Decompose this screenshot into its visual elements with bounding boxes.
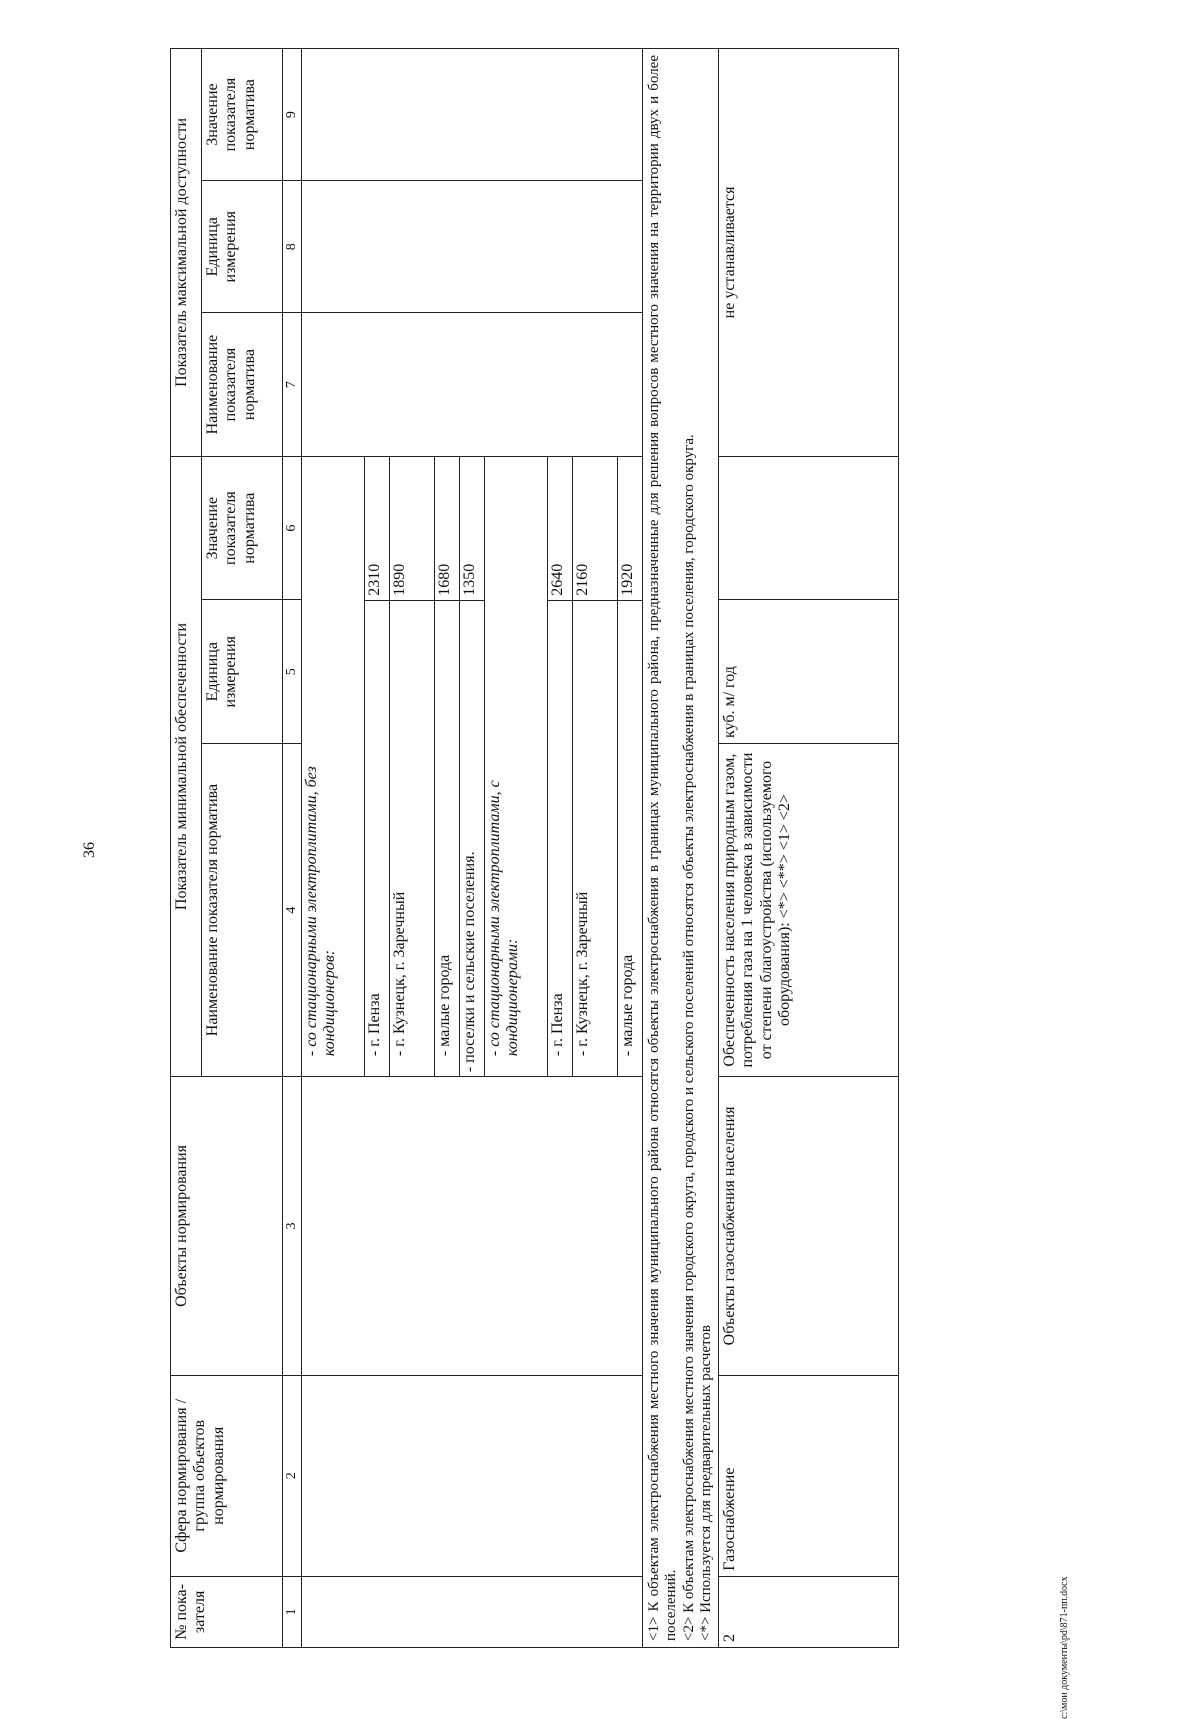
- gas-sphere: Газоснабжение: [719, 1375, 899, 1576]
- notes-row: [643, 49, 719, 1648]
- group1-item-value: 1890: [390, 457, 435, 600]
- electric-indicators-cell: [302, 456, 643, 1076]
- header-max-group: Показатель максимальной доступности: [171, 49, 202, 457]
- electric-supply-row: [302, 49, 643, 1648]
- header-max-value: Значение показателя норматива: [202, 49, 283, 181]
- group2-title: - со стационарными электроплитами, с кондиционерами:: [485, 744, 548, 1077]
- note-2: <2> К объектам электроснабжения местного значения городского округа, городского и сельского поселений относятся объекты электроснабжения в границах поселения, городского округа.: [680, 434, 697, 1641]
- header-min-group: Показатель минимальной обеспеченности: [171, 456, 202, 1076]
- column-number: 6: [283, 456, 302, 600]
- page-number: 36: [81, 842, 98, 858]
- column-number: 5: [283, 600, 302, 744]
- header-max-name: Наименование показателя норматива: [202, 313, 283, 457]
- header-objects: Объекты нормирования: [171, 1077, 283, 1376]
- group2-item-name: - г. Кузнецк, г. Заречный: [573, 744, 618, 1077]
- header-min-value: Значение показателя норматива: [202, 456, 283, 600]
- gas-unit: куб. м/ год: [719, 600, 899, 744]
- header-min-name: Наименование показателя норматива: [202, 744, 283, 1077]
- group1-item-value: 2310: [365, 457, 390, 600]
- column-number: 8: [283, 181, 302, 313]
- column-number: 2: [283, 1375, 302, 1576]
- electric-subtable: [302, 457, 642, 1076]
- column-number: 1: [283, 1576, 302, 1647]
- group1-item-name: - малые города: [435, 744, 460, 1077]
- header-sphere: Сфера нормирования / группа объектов нормирования: [171, 1375, 283, 1576]
- rotated-table-area: [170, 48, 1030, 1648]
- footer-file-path: c:\мои документы\pd\871-пп.docx: [1059, 1576, 1070, 1719]
- header-max-unit: Единица измерения: [202, 181, 283, 313]
- note-3: <*> Используется для предварительных расчетов: [697, 1325, 714, 1641]
- group1-item-value: 1680: [435, 457, 460, 600]
- group2-item-name: - г. Пенза: [548, 744, 573, 1077]
- group1-item-name: - поселки и сельские поселения.: [460, 744, 485, 1077]
- gas-indicator: Обеспеченность населения природным газом, потребления газа на 1 человека в зависимости от степени благоустройства (используемого оборудования): <*> <**> <1> <2>: [719, 744, 899, 1077]
- gas-index: 2: [719, 1576, 899, 1647]
- norms-table: [170, 48, 899, 1648]
- group2-item-value: 1920: [618, 457, 643, 600]
- notes-cell: [643, 49, 719, 1648]
- gas-max-value: не устанавливается: [719, 49, 899, 457]
- group2-item-value: 2160: [573, 457, 618, 600]
- column-number: 4: [283, 744, 302, 1077]
- header-index: № пока-зателя: [171, 1576, 283, 1647]
- column-number: 7: [283, 313, 302, 457]
- column-number: 3: [283, 1077, 302, 1376]
- landscape-sheet: [170, 48, 1030, 1648]
- note-1: <1> К объектам электроснабжения местного значения муниципального района относятся объекты электроснабжения в границах муниципального района, предназначенные для решения вопросов местного значения на территории двух и более поселений.: [646, 55, 680, 1641]
- gas-objects: Объекты газоснабжения населения: [719, 1077, 899, 1376]
- group1-title: - со стационарными электроплитами, без кондиционеров:: [302, 744, 365, 1077]
- group1-item-value: 1350: [460, 457, 485, 600]
- column-number: 9: [283, 49, 302, 181]
- gas-supply-row: [719, 49, 899, 1648]
- group1-item-name: - г. Пенза: [365, 744, 390, 1077]
- header-min-unit: Единица измерения: [202, 600, 283, 744]
- group2-item-name: - малые города: [619, 954, 637, 1057]
- group1-item-name: - г. Кузнецк, г. Заречный: [390, 744, 435, 1077]
- group2-item-value: 2640: [548, 457, 573, 600]
